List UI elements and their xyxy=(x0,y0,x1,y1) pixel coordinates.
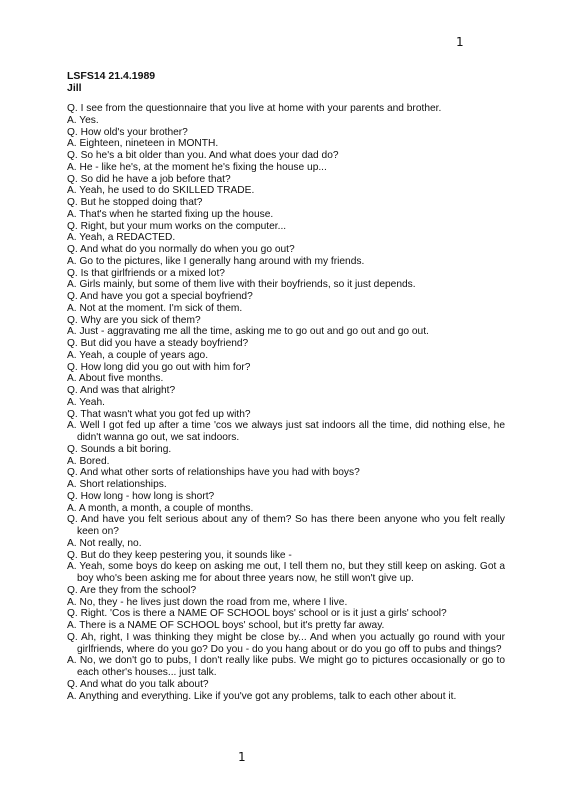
question-line: Q. And have you got a special boyfriend? xyxy=(67,291,253,302)
question-line: Q. How long did you go out with him for? xyxy=(67,361,251,373)
page-number-top: 1 xyxy=(456,35,464,49)
question-line: Q. Why are you sick of them? xyxy=(67,314,201,326)
question-line: Q. But he stopped doing that? xyxy=(67,197,203,208)
answer-line: A. Yeah, a REDACTED. xyxy=(67,232,176,244)
question-line: Q. Sounds a bit boring. xyxy=(67,443,172,455)
answer-line: A. Yeah, some boys do keep on asking me out, I tell them no, but they still keep on asking. Got a boy who's been asking me for about three years now, he still won't give up. xyxy=(67,561,505,584)
answer-line: A. Not really, no. xyxy=(67,537,142,549)
answer-line: A. Just - aggravating me all the time, asking me to go out and go out and go out. xyxy=(67,326,429,338)
answer-line: A. He - like he's, at the moment he's fixing the house up... xyxy=(67,161,327,173)
answer-line: A. Yeah, he used to do SKILLED TRADE. xyxy=(67,185,255,197)
answer-line: A. Go to the pictures, like I generally hang around with my friends. xyxy=(67,255,365,267)
question-line: Q. But do they keep pestering you, it sounds like - xyxy=(67,549,292,561)
interview-transcript xyxy=(67,103,505,702)
question-line: Q. So did he have a job before that? xyxy=(67,173,231,185)
question-line: Q. But did you have a steady boyfriend? xyxy=(67,338,249,349)
answer-line: A. No, we don't go to pubs, I don't really like pubs. We might go to pictures occasionally or go to each other's houses... just talk. xyxy=(67,655,505,678)
document-header xyxy=(67,70,155,94)
question-line: Q. And was that alright? xyxy=(67,385,176,396)
question-line: Q. Ah, right, I was thinking they might be close by... And when you actually go round with your girlfriends, where do you go? Do you - do you hang about or do you go off to pubs and things? xyxy=(67,631,505,655)
question-line: Q. And what do you normally do when you go out? xyxy=(67,244,295,255)
answer-line: A. Yeah. xyxy=(67,396,105,408)
question-line: Q. How old's your brother? xyxy=(67,126,188,138)
answer-line: A. About five months. xyxy=(67,373,164,385)
question-line: Q. And what other sorts of relationships have you had with boys? xyxy=(67,467,360,479)
question-line: Q. Right, but your mum works on the computer... xyxy=(67,220,287,232)
interview-code: LSFS14 21.4.1989 xyxy=(67,70,156,82)
answer-line: A. Anything and everything. Like if you've got any problems, talk to each other about it. xyxy=(67,690,457,702)
question-line: Q. That wasn't what you got fed up with? xyxy=(67,408,251,420)
answer-line: A. No, they - he lives just down the road from me, where I live. xyxy=(67,596,348,608)
answer-line: A. Bored. xyxy=(67,455,110,467)
answer-line: A. Eighteen, nineteen in MONTH. xyxy=(67,138,219,150)
answer-line: A. Yeah, a couple of years ago. xyxy=(67,349,209,361)
question-line: Q. And have you felt serious about any of them? So has there been anyone who you felt really keen on? xyxy=(67,514,505,537)
answer-line: A. Not at the moment. I'm sick of them. xyxy=(67,302,243,314)
question-line: Q. I see from the questionnaire that you live at home with your parents and brother. xyxy=(67,103,442,114)
page-number-bottom: 1 xyxy=(238,750,246,764)
answer-line: A. That's when he started fixing up the house. xyxy=(67,208,274,220)
answer-line: A. Well I got fed up after a time 'cos we always just sat indoors all the time, did nothing else, he didn't wanna go out, we sat indoors. xyxy=(67,420,505,443)
question-line: Q. Right. 'Cos is there a NAME OF SCHOOL boys' school or is it just a girls' school? xyxy=(67,608,447,620)
answer-line: A. A month, a month, a couple of months. xyxy=(67,502,254,514)
question-line: Q. Are they from the school? xyxy=(67,584,197,596)
answer-line: A. Yes. xyxy=(67,114,99,126)
answer-line: A. There is a NAME OF SCHOOL boys' school, but it's pretty far away. xyxy=(67,620,385,631)
interviewee-name: Jill xyxy=(67,82,82,94)
answer-line: A. Short relationships. xyxy=(67,479,167,490)
question-line: Q. And what do you talk about? xyxy=(67,678,209,690)
answer-line: A. Girls mainly, but some of them live with their boyfriends, so it just depends. xyxy=(67,279,416,291)
question-line: Q. Is that girlfriends or a mixed lot? xyxy=(67,267,225,279)
question-line: Q. How long - how long is short? xyxy=(67,490,215,502)
question-line: Q. So he's a bit older than you. And what does your dad do? xyxy=(67,150,339,161)
